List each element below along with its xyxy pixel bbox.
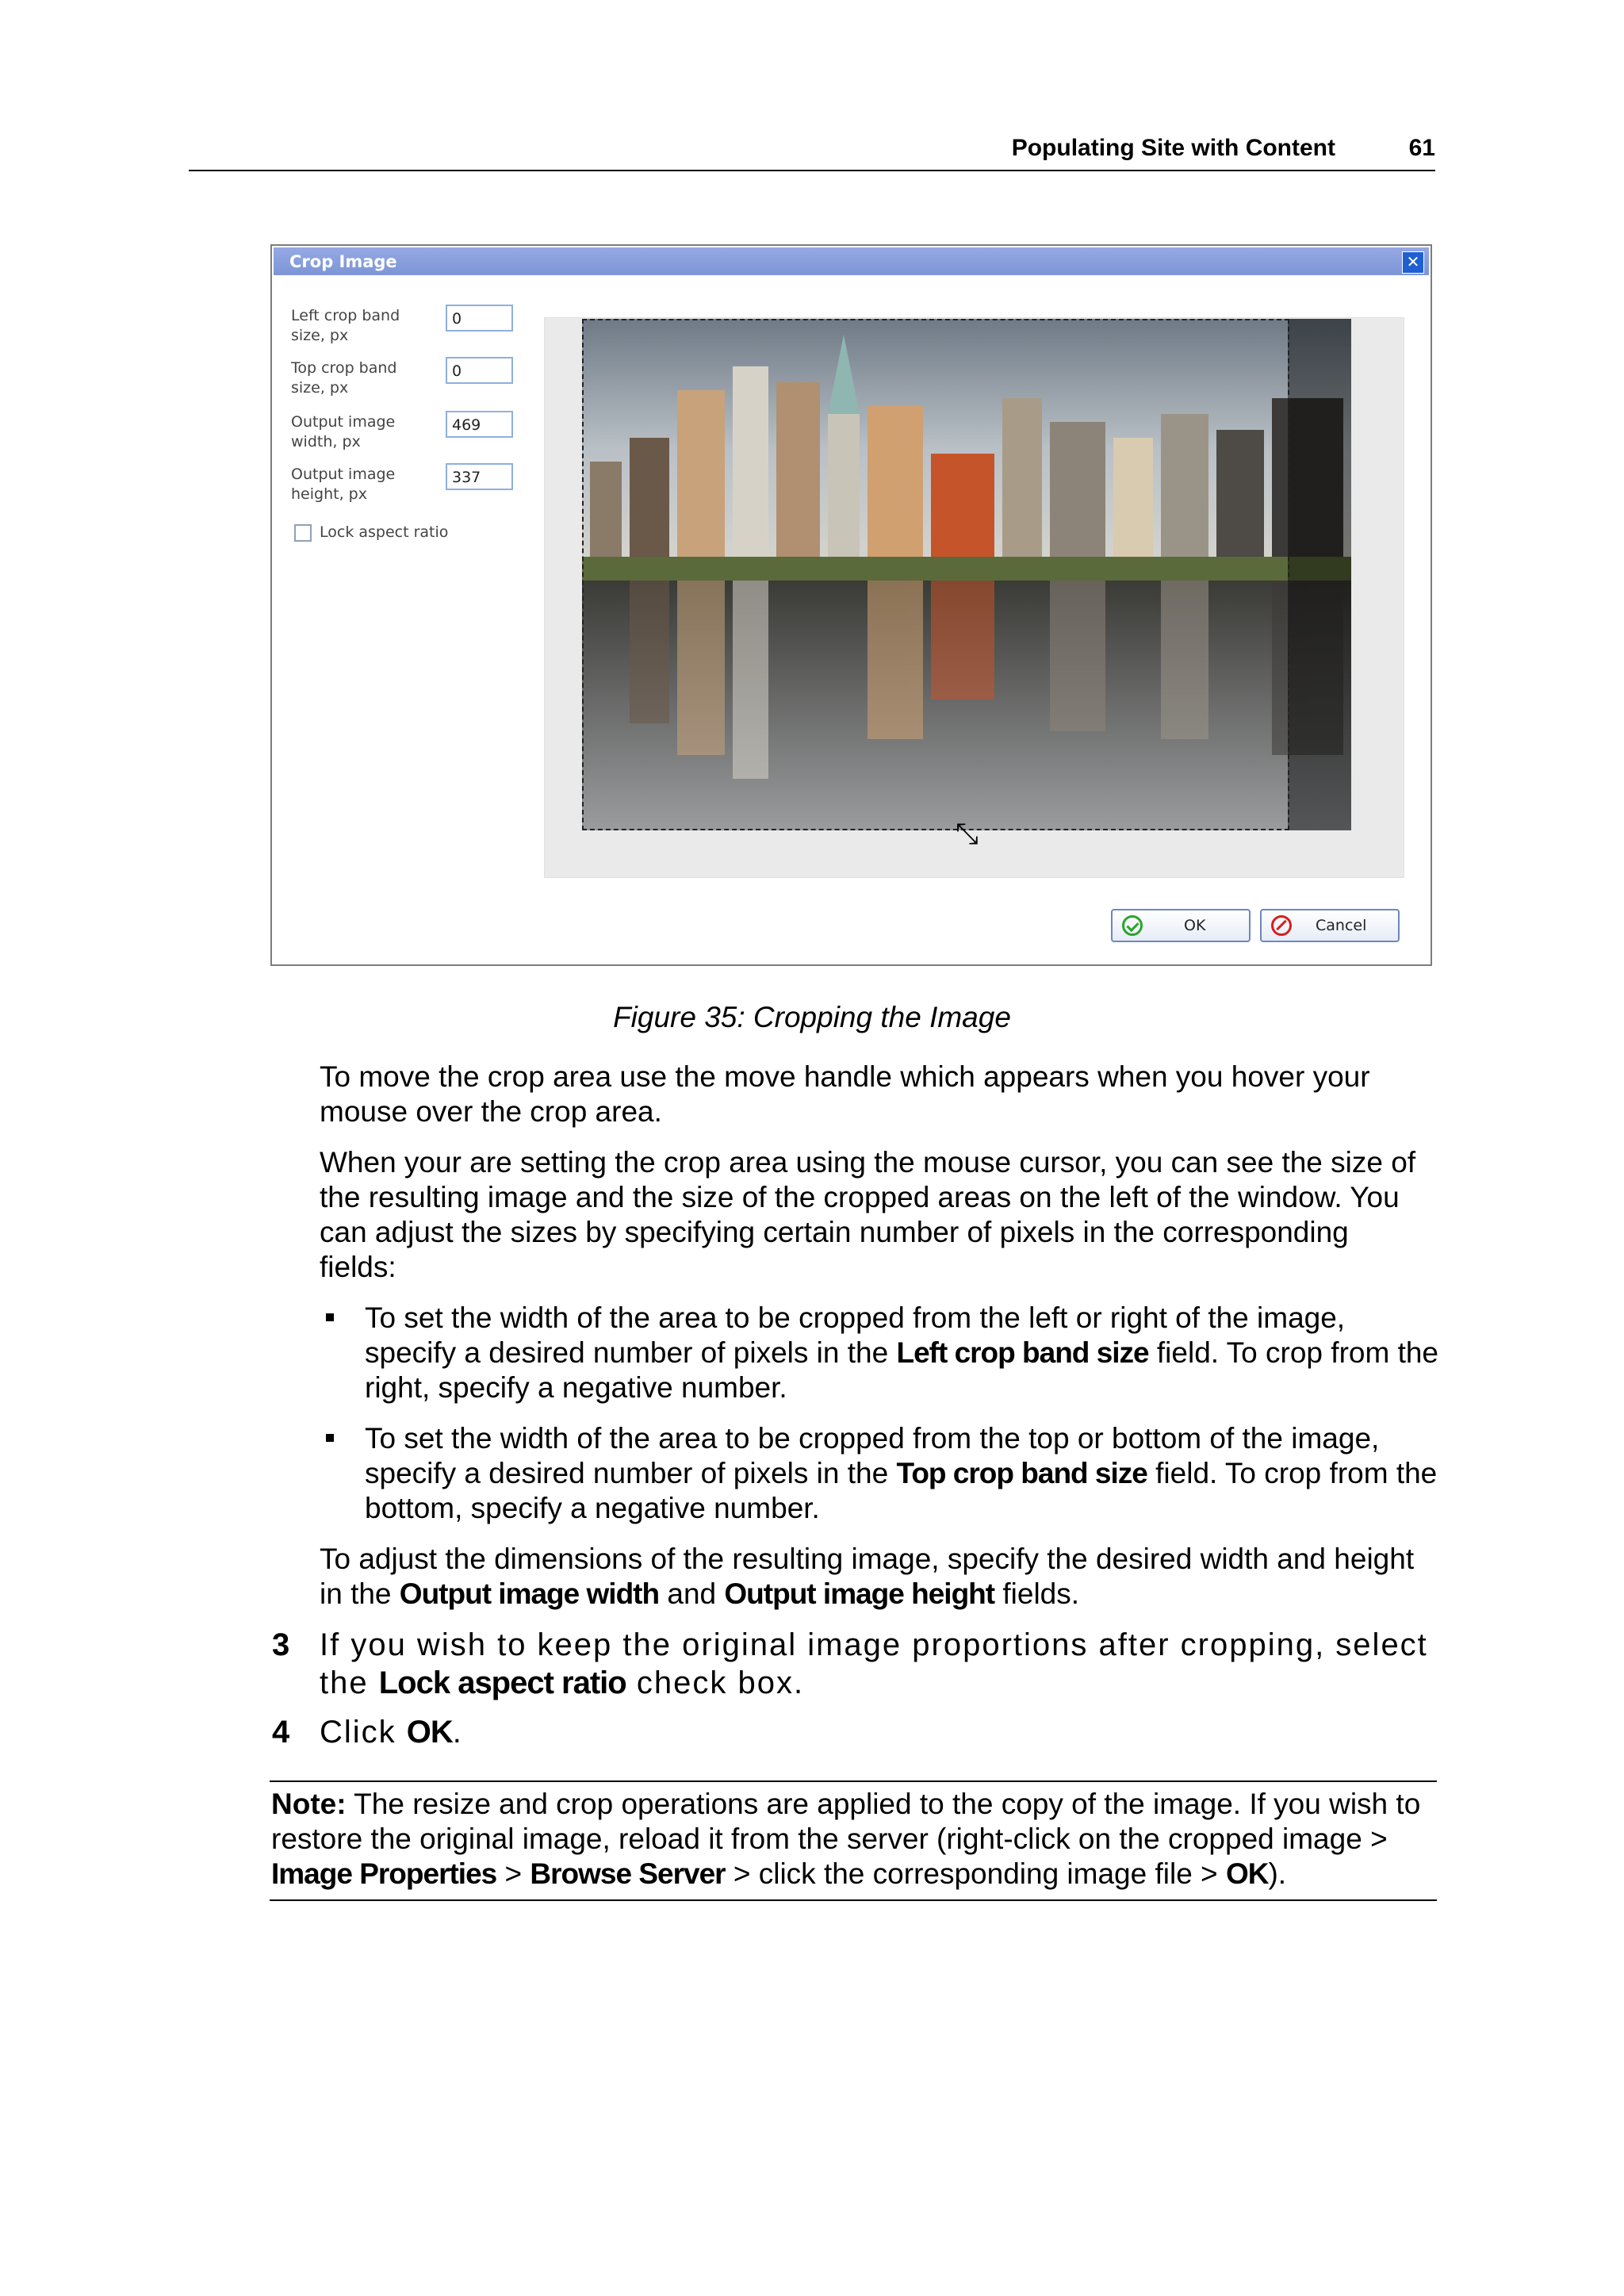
ok-ref: OK	[1225, 1857, 1269, 1890]
browse-server-ref: Browse Server	[530, 1857, 726, 1890]
lock-aspect-ratio[interactable]	[294, 523, 448, 542]
cropped-region-overlay	[1288, 319, 1351, 830]
note-label: Note:	[271, 1788, 347, 1820]
left-crop-input[interactable]: 0	[446, 305, 513, 332]
step-text: If you wish to keep the original image proportions after cropping, select the Lock aspect ratio check box.	[320, 1627, 1428, 1700]
lock-aspect-label: Lock aspect ratio	[320, 523, 449, 541]
paragraph-output-dimensions: To adjust the dimensions of the resulting image, specify the desired width and height in the Output image width and Output image height fields.	[320, 1543, 1415, 1610]
crop-selection-rectangle[interactable]	[582, 319, 1289, 830]
output-height-input[interactable]: 337	[446, 463, 513, 490]
paragraph-crop-size: When your are setting the crop area using the mouse cursor, you can see the size of the resulting image and the size of the cropped areas on the left of the window. You can adjust the sizes by specifying certain number of pixels in the corresponding fields:	[320, 1146, 1416, 1283]
figure-caption: Figure 35: Cropping the Image	[613, 1001, 1011, 1033]
output-height-label: Output image height, px	[291, 466, 396, 503]
ok-button[interactable]	[1111, 909, 1251, 942]
bullet-text: To set the width of the area to be cropped from the top or bottom of the image, specify a desired number of pixels in the Top crop band size field. To crop from the bottom, specify a negative number.	[365, 1422, 1438, 1524]
note-box: Note: The resize and crop operations are applied to the copy of the image. If you wish to restore the original image, reload it from the server (right-click on the cropped image > Image Properties > Browse Server > click the corresponding image file > OK).	[270, 1780, 1437, 1901]
top-crop-input[interactable]: 0	[446, 357, 513, 384]
diagonal-resize-icon[interactable]: ⤡	[956, 817, 979, 849]
bullet-marker	[326, 1313, 334, 1321]
page-header	[189, 132, 1435, 171]
step-number: 4	[272, 1715, 290, 1750]
close-icon[interactable]: ✕	[1402, 251, 1424, 274]
ok-button-label: OK	[1184, 917, 1206, 934]
no-entry-icon	[1271, 915, 1292, 936]
image-properties-ref: Image Properties	[271, 1857, 497, 1890]
checkmark-circle-icon	[1122, 915, 1143, 936]
left-crop-label: Left crop band size, px	[291, 307, 400, 344]
running-header-title: Populating Site with Content	[1011, 135, 1335, 161]
dialog-titlebar	[274, 247, 1429, 275]
crop-image-dialog	[270, 244, 1432, 966]
cancel-button-label: Cancel	[1316, 917, 1367, 934]
top-crop-label: Top crop band size, px	[291, 359, 397, 397]
page-number: 61	[1408, 135, 1435, 161]
step-text: Click OK.	[320, 1715, 463, 1750]
dialog-title: Crop Image	[289, 252, 397, 271]
bullet-text: To set the width of the area to be cropped from the left or right of the image, specify a desired number of pixels in the Left crop band size field. To crop from the right, specify a negative number.	[365, 1301, 1438, 1404]
output-width-label: Output image width, px	[291, 413, 396, 450]
step-number: 3	[272, 1627, 290, 1662]
paragraph-move-handle: To move the crop area use the move handle which appears when you hover your mouse over the crop area.	[320, 1060, 1370, 1128]
cancel-button[interactable]	[1260, 909, 1400, 942]
bullet-marker	[326, 1434, 334, 1442]
output-width-input[interactable]: 469	[446, 411, 513, 438]
lock-aspect-checkbox[interactable]	[294, 524, 312, 542]
